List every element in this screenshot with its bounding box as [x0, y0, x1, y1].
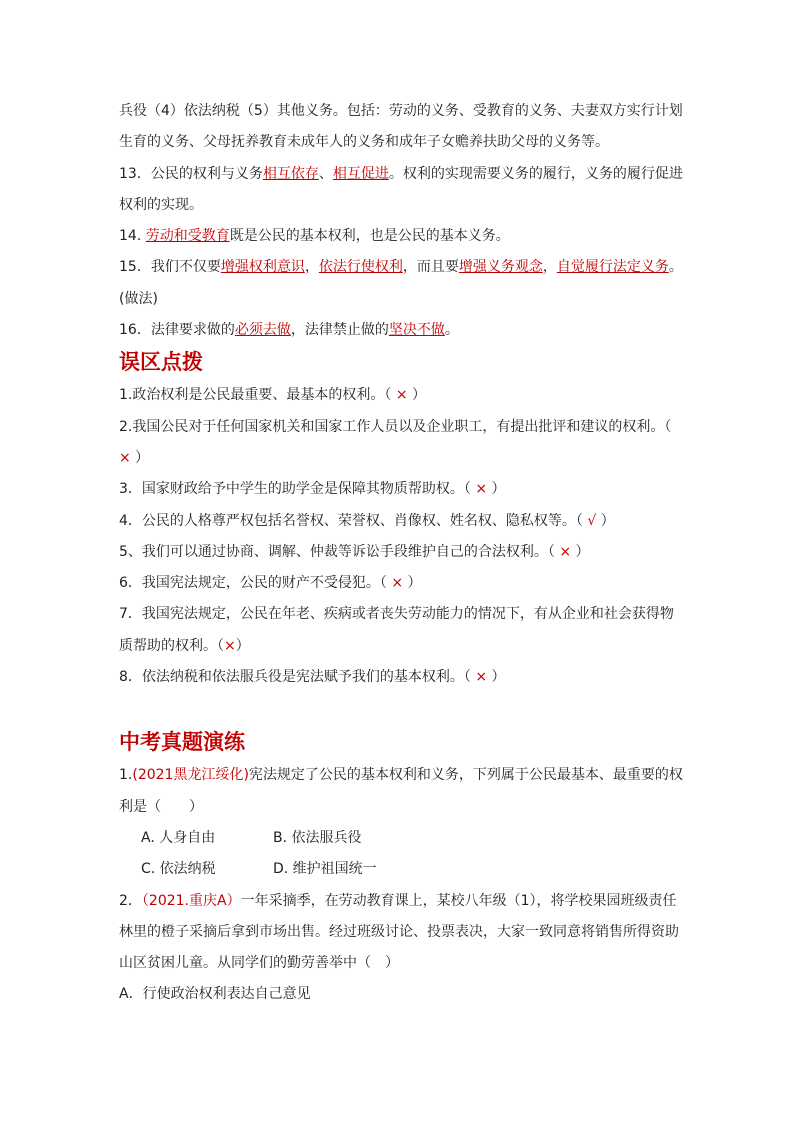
item-14-prefix: 14.: [119, 228, 146, 245]
misconception-item: [119, 662, 684, 693]
misconception-list: [119, 380, 684, 693]
question-1-options-row-2: [119, 854, 684, 885]
question-1-number: 1.: [119, 767, 133, 784]
item-13-blank-2: 相互促进: [332, 165, 389, 182]
item-15-prefix: 15．我们不仅要: [119, 259, 221, 276]
misconception-text: 2.我国公民对于任何国家机关和国家工作人员以及企业职工，有提出批评和建议的权利。（: [119, 418, 672, 435]
misconception-item: [119, 380, 684, 411]
question-1-stem: [119, 760, 684, 823]
question-2-source: （2021.重庆A）: [141, 892, 241, 909]
misconception-item: [119, 506, 684, 537]
item-15-sep-2: ，: [542, 259, 557, 276]
question-1-option-b[interactable]: B. 依法服兵役: [273, 829, 362, 846]
question-1-options-row-1: [119, 823, 684, 854]
item-15-blank-3: 增强义务观念: [458, 259, 543, 276]
question-2-option-a[interactable]: A．行使政治权利表达自己意见: [119, 986, 311, 1003]
question-2: [119, 886, 684, 1011]
misconception-end: ）: [596, 512, 615, 529]
question-1-option-a[interactable]: A. 人身自由: [141, 829, 216, 846]
answer-mark: ×: [475, 481, 488, 498]
misconception-item: [119, 599, 684, 662]
section-heading-exam-practice: 中考真题演练: [119, 729, 245, 755]
answer-mark: ×: [395, 387, 408, 404]
misconception-end: ）: [130, 449, 150, 466]
section-heading-misconceptions: 误区点拨: [119, 349, 203, 375]
item-15-blank-1: 增强权利意识: [220, 259, 305, 276]
item-15-sep-1: ，: [304, 259, 319, 276]
document-page: [119, 96, 684, 1011]
misconception-end: ）: [571, 543, 590, 560]
item-13-suffix: 。权利的实现需要义务的履行，义务的履行促进权利的实现。: [119, 165, 683, 213]
item-16-prefix: 16．法律要求做的: [119, 322, 235, 339]
item-15-mid: ，而且要: [402, 259, 459, 276]
question-1-option-c[interactable]: C. 依法纳税: [141, 861, 216, 878]
item-15-blank-4: 自觉履行法定义务: [556, 259, 669, 276]
misconception-end: ）: [403, 575, 422, 592]
misconception-item: [119, 412, 684, 475]
question-2-number: 2．: [119, 892, 142, 909]
item-13: [119, 159, 684, 222]
item-14: [119, 221, 684, 252]
misconception-text: 1.政治权利是公民最重要、最基本的权利。（: [119, 387, 396, 404]
question-1-text: 宪法规定了公民的基本权利和义务，下列属于公民最基本、最重要的权利是（ ）: [119, 767, 683, 815]
question-1: [119, 760, 684, 885]
item-16-mid: ，法律禁止做的: [290, 322, 389, 339]
misconception-end: ）: [235, 637, 250, 654]
misconception-text: 4．公民的人格尊严权包括名誉权、荣誉权、肖像权、姓名权、隐私权等。（: [119, 512, 588, 529]
answer-mark: ×: [224, 637, 236, 654]
misconception-end: ）: [407, 387, 426, 404]
question-1-source: (2021黑龙江绥化): [132, 767, 249, 784]
item-14-blank-1: 劳动和受教育: [145, 228, 230, 245]
misconception-text: 5、我们可以通过协商、调解、仲裁等诉讼手段维护自己的合法权利。（: [119, 543, 560, 560]
misconception-end: ）: [487, 481, 506, 498]
item-14-suffix: 既是公民的基本权利，也是公民的基本义务。: [229, 228, 510, 245]
answer-mark: ×: [119, 449, 131, 466]
item-15: [119, 252, 684, 315]
item-13-sep: 、: [318, 165, 333, 182]
misconception-item: [119, 568, 684, 599]
item-13-prefix: 13．公民的权利与义务: [119, 165, 263, 182]
item-16: [119, 315, 684, 346]
misconception-item: [119, 537, 684, 568]
answer-mark: √: [587, 512, 597, 529]
item-15-blank-2: 依法行使权利: [318, 259, 403, 276]
misconception-item: [119, 474, 684, 505]
question-1-option-d[interactable]: D. 维护祖国统一: [273, 861, 377, 878]
answer-mark: ×: [559, 543, 572, 560]
misconception-text: 3．国家财政给予中学生的助学金是保障其物质帮助权。（: [119, 481, 476, 498]
intro-paragraph: [119, 96, 684, 159]
question-2-text: 一年采摘季，在劳动教育课上，某校八年级（1），将学校果园班级责任林里的橙子采摘后拿到市场出售。经过班级讨论、投票表决，大家一致同意将销售所得资助山区贫困儿童。从同学们的勤劳善举中（ ）: [119, 892, 679, 972]
item-16-blank-2: 坚决不做: [388, 322, 445, 339]
answer-mark: ×: [475, 669, 488, 686]
intro-text: 兵役（4）依法纳税（5）其他义务。包括：劳动的义务、受教育的义务、夫妻双方实行计划生育的义务、父母抚养教育未成年人的义务和成年子女赡养扶助父母的义务等。: [119, 103, 683, 151]
item-13-blank-1: 相互依存: [262, 165, 319, 182]
misconception-text: 6．我国宪法规定，公民的财产不受侵犯。（: [119, 575, 392, 592]
item-16-blank-1: 必须去做: [234, 322, 291, 339]
item-15-suffix: 。(做法): [119, 259, 683, 307]
misconception-text: 7．我国宪法规定，公民在年老、疾病或者丧失劳动能力的情况下，有从企业和社会获得物质帮助的权利。（: [119, 606, 674, 654]
item-16-suffix: 。: [444, 322, 459, 339]
question-2-stem: [119, 886, 684, 980]
misconception-end: ）: [487, 669, 506, 686]
misconception-text: 8．依法纳税和依法服兵役是宪法赋予我们的基本权利。（: [119, 669, 476, 686]
answer-mark: ×: [391, 575, 404, 592]
